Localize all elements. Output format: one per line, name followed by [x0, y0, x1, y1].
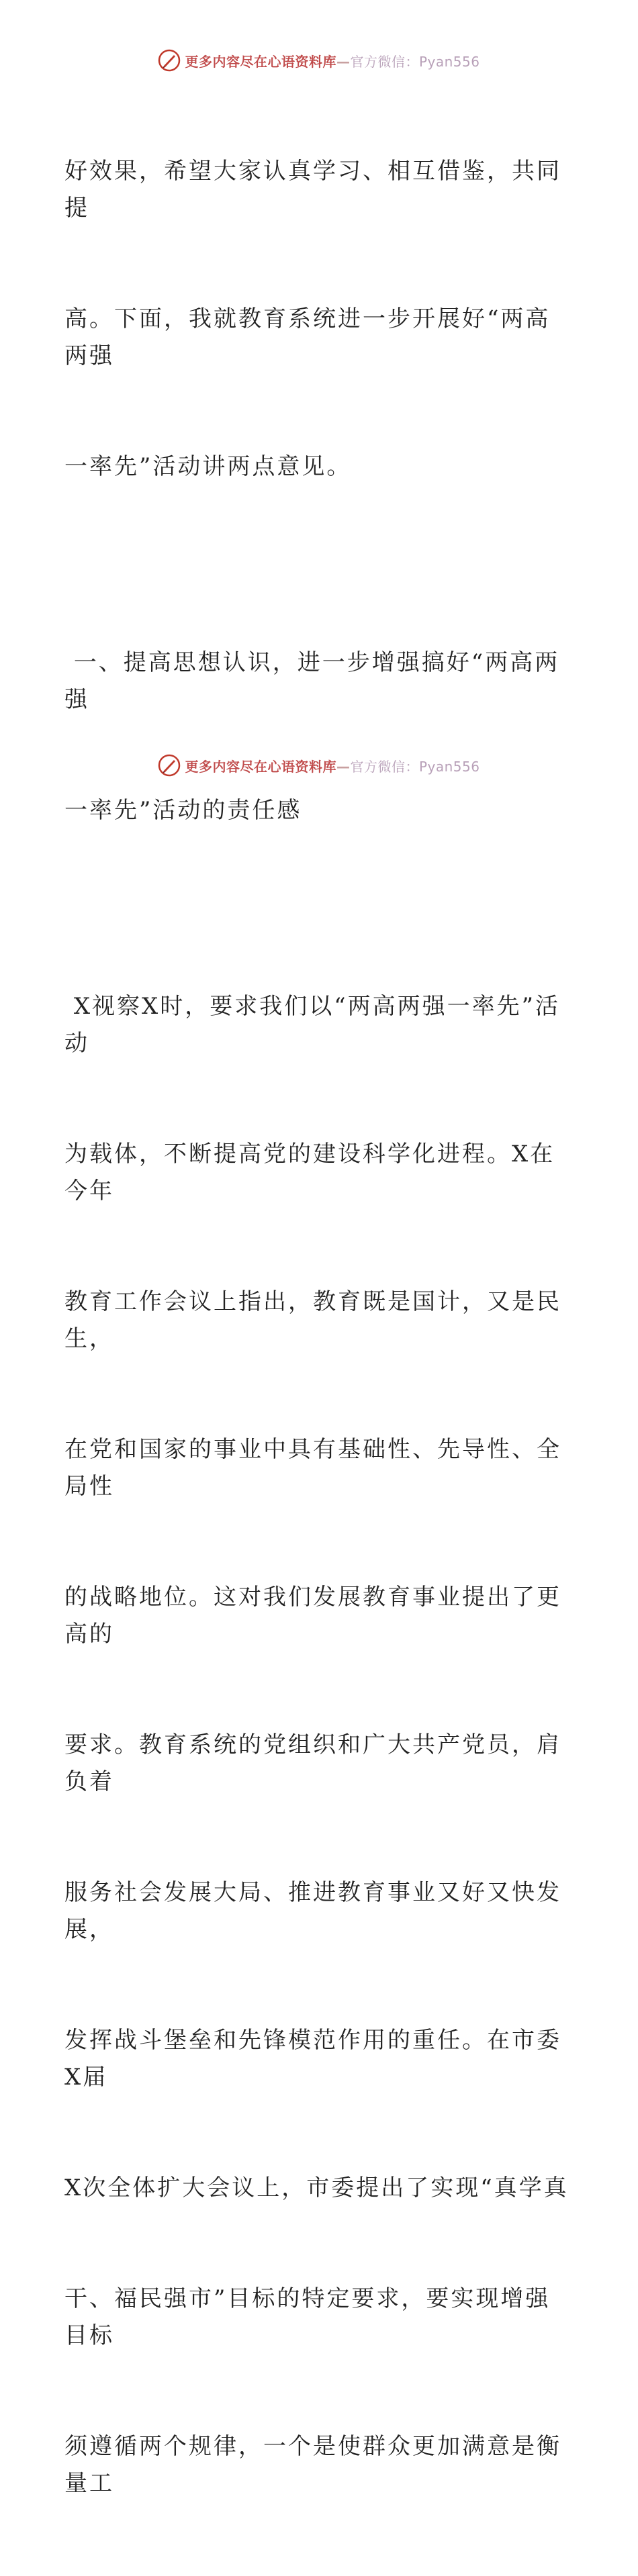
paragraph-gap: [64, 559, 575, 571]
text-line: 发挥战斗堡垒和先锋模范作用的重任。在市委X届: [64, 2027, 561, 2091]
paragraph-gap: [64, 903, 575, 914]
watermark-dash: —: [336, 53, 351, 70]
text-line: 在党和国家的事业中具有基础性、先导性、全局性: [64, 1436, 561, 1500]
watermark-text: [185, 756, 480, 775]
text-line: 为载体，不断提高党的建设科学化进程。X在今年: [64, 1141, 555, 1204]
paragraph-main: [64, 914, 575, 2576]
heading-line: 一率先”活动的责任感: [64, 797, 302, 824]
text-line: 要求。教育系统的党组织和广大共产党员，肩负着: [64, 1731, 561, 1795]
quill-logo-icon: [158, 754, 181, 777]
watermark-dash: —: [336, 758, 351, 775]
header-watermark: [0, 47, 638, 74]
section-heading-1: [64, 571, 575, 903]
watermark-text: [185, 51, 480, 70]
text-line: 干、福民强市”目标的特定要求，要实现增强目标: [64, 2285, 551, 2349]
text-line: 的战略地位。这对我们发展教育事业提出了更高的: [64, 1584, 561, 1648]
document-body: [64, 79, 575, 2576]
watermark-wechat-text: 官方微信：Pyan556: [350, 53, 480, 70]
watermark-site-text: 更多内容尽在心语资料库: [185, 758, 336, 775]
text-line: 一率先”活动讲两点意见。: [64, 453, 352, 480]
text-line: X次全体扩大会议上，市委提出了实现“真学真: [64, 2175, 569, 2201]
text-line: 高。下面，我就教育系统进一步开展好“两高两强: [64, 305, 551, 369]
quill-logo-icon: [158, 49, 181, 72]
paragraph-intro: [64, 79, 575, 559]
footer-watermark: [0, 752, 638, 779]
text-line: 服务社会发展大局、推进教育事业又好又快发展，: [64, 1879, 561, 1943]
text-line: 好效果，希望大家认真学习、相互借鉴，共同提: [64, 158, 561, 222]
heading-line: 一、提高思想认识，进一步增强搞好“两高两强: [64, 649, 560, 713]
text-line: 教育工作会议上指出，教育既是国计，又是民生，: [64, 1288, 561, 1352]
text-line: 须遵循两个规律，一个是使群众更加满意是衡量工: [64, 2433, 561, 2497]
text-line: X视察X时，要求我们以“两高两强一率先”活动: [64, 993, 560, 1057]
watermark-site-text: 更多内容尽在心语资料库: [185, 53, 336, 70]
watermark-wechat-text: 官方微信：Pyan556: [350, 758, 480, 775]
